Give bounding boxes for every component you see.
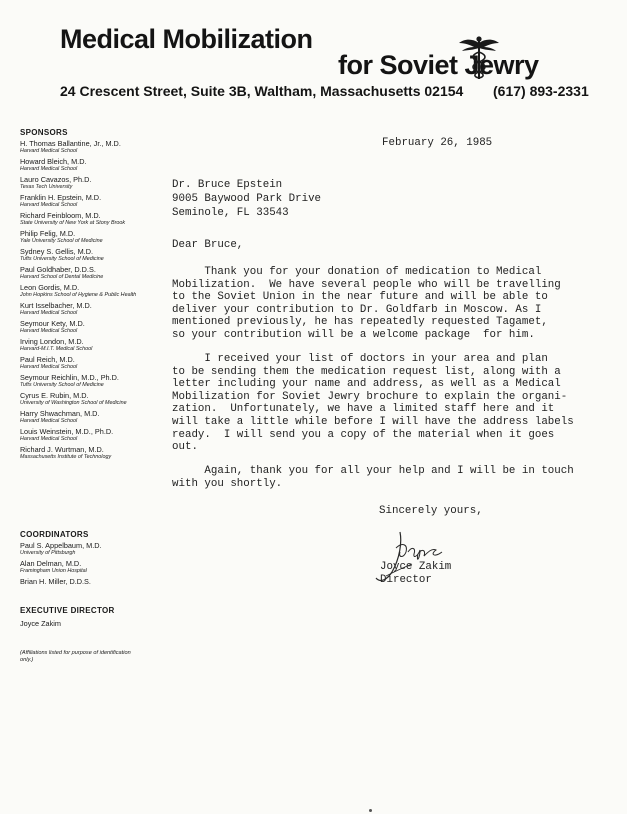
person-affiliation: University of Pittsburgh (20, 550, 76, 556)
person-name: Harry Shwachman, M.D. (20, 409, 100, 418)
paragraph-line: Again, thank you for all your help and I will be in touch (172, 465, 574, 477)
person-name: Seymour Kety, M.D. (20, 319, 85, 328)
person-affiliation: Harvard Medical School (20, 166, 78, 172)
org-name-line1: Medical Mobilization (60, 24, 313, 54)
person-name: H. Thomas Ballantine, Jr., M.D. (20, 139, 121, 148)
person-name: Cyrus E. Rubin, M.D. (20, 391, 89, 400)
paragraph-line: out. (172, 441, 198, 454)
affiliations-footnote: (Affiliations listed for purpose of identification only.) (20, 650, 131, 663)
coordinators-list (20, 541, 180, 586)
person-name: Alan Delman, M.D. (20, 559, 82, 568)
person-name: Franklin H. Epstein, M.D. (20, 193, 102, 202)
sponsors-section (20, 128, 180, 463)
person-affiliation: Harvard Medical School (20, 202, 78, 208)
person-name: Leon Gordis, M.D. (20, 283, 80, 292)
paragraph-line: Thank you for your donation of medication to Medical (172, 266, 542, 278)
paragraph-line: Mobilization for Soviet Jewry brochure to explain the organi- (172, 390, 568, 403)
paragraph-line: will take a little while before I will have the address labels (172, 415, 574, 428)
paragraph-line: with you shortly. (172, 477, 283, 490)
paragraph-line: mentioned previously, he has repeatedly requested Tagamet, (172, 316, 548, 329)
body-paragraph (172, 266, 561, 342)
paragraph-line: I received your list of doctors in your area and plan (172, 353, 548, 365)
person-affiliation: Harvard Medical School (20, 364, 78, 370)
person-name: Paul Goldhaber, D.D.S. (20, 265, 96, 274)
org-address: 24 Crescent Street, Suite 3B, Waltham, Massachusetts 02154 (60, 83, 464, 99)
body-paragraph (172, 353, 574, 454)
sponsors-heading: SPONSORS (20, 128, 68, 137)
person-name: Brian H. Miller, D.D.S. (20, 577, 91, 586)
paragraph-line: to the Soviet Union in the near future and will be able to (172, 291, 548, 304)
salutation: Dear Bruce, (172, 239, 244, 251)
person-affiliation: University of Washington School of Medicine (20, 400, 127, 406)
executive-director-name: Joyce Zakim (20, 619, 61, 628)
org-name-line2: for Soviet Jewry (338, 50, 539, 80)
executive-director-heading: EXECUTIVE DIRECTOR (20, 606, 115, 615)
closing: Sincerely yours, (379, 505, 483, 517)
person-affiliation: Massachusetts Institute of Technology (20, 454, 112, 460)
recipient-address (172, 178, 321, 220)
person-name: Sydney S. Gellis, M.D. (20, 247, 93, 256)
paragraph-line: so your contribution will be a welcome package for him. (172, 328, 535, 341)
coordinators-section (20, 530, 180, 589)
person-affiliation: Tufts University School of Medicine (20, 256, 104, 262)
handwritten-signature (372, 528, 462, 590)
signer-title: Director (380, 573, 432, 586)
person-affiliation: Harvard Medical School (20, 328, 78, 334)
recipient-line: Seminole, FL 33543 (172, 207, 289, 219)
recipient-line: 9005 Baywood Park Drive (172, 193, 322, 205)
person-affiliation: Texas Tech University (20, 184, 73, 190)
person-affiliation: Harvard School of Dental Medicine (20, 274, 104, 280)
person-name: Seymour Reichlin, M.D., Ph.D. (20, 373, 119, 382)
signer-name: Joyce Zakim (380, 561, 452, 573)
paragraph-line: to be sending them the medication request list, along with a (172, 365, 561, 378)
person-affiliation: Harvard Medical School (20, 310, 78, 316)
person-affiliation: Harvard Medical School (20, 148, 78, 154)
person-name: Howard Bleich, M.D. (20, 157, 87, 166)
person-name: Paul Reich, M.D. (20, 355, 75, 364)
person-affiliation: Yale University School of Medicine (20, 238, 103, 244)
person-name: Paul S. Appelbaum, M.D. (20, 541, 102, 550)
org-phone: (617) 893-2331 (493, 83, 589, 99)
person-affiliation: John Hopkins School of Hygiene & Public Health (20, 292, 137, 298)
letter-date: February 26, 1985 (382, 137, 493, 149)
paragraph-line: ready. I will send you a copy of the material when it goes (172, 428, 555, 441)
person-affiliation: Harvard Medical School (20, 436, 78, 442)
paragraph-line: Mobilization. We have several people who will be travelling (172, 278, 561, 291)
person-name: Lauro Cavazos, Ph.D. (20, 175, 92, 184)
person-name: Philip Felig, M.D. (20, 229, 76, 238)
paragraph-line: zation. Unfortunately, we have a limited staff here and it (172, 403, 555, 416)
person-affiliation: State University of New York at Stony Brook (20, 220, 126, 226)
person-affiliation: Framingham Union Hospital (20, 568, 87, 574)
paragraph-line: deliver your contribution to Dr. Goldfarb in Moscow. As I (172, 303, 542, 316)
person-name: Irving London, M.D. (20, 337, 84, 346)
coordinators-heading: COORDINATORS (20, 530, 89, 539)
executive-director-section (20, 606, 180, 628)
person-affiliation: Tufts University School of Medicine (20, 382, 104, 388)
person-affiliation: Harvard-M.I.T. Medical School (20, 346, 93, 352)
recipient-line: Dr. Bruce Epstein (172, 179, 283, 191)
person-name: Richard Feinbloom, M.D. (20, 211, 101, 220)
person-name: Richard J. Wurtman, M.D. (20, 445, 104, 454)
caduceus-icon (458, 34, 500, 80)
paragraph-line: letter including your name and address, as well as a Medical (172, 378, 561, 391)
margin-mark (369, 809, 372, 812)
sponsors-list (20, 139, 180, 460)
person-affiliation: Harvard Medical School (20, 418, 78, 424)
person-name: Louis Weinstein, M.D., Ph.D. (20, 427, 114, 436)
body-paragraph (172, 465, 574, 490)
person-name: Kurt Isselbacher, M.D. (20, 301, 92, 310)
